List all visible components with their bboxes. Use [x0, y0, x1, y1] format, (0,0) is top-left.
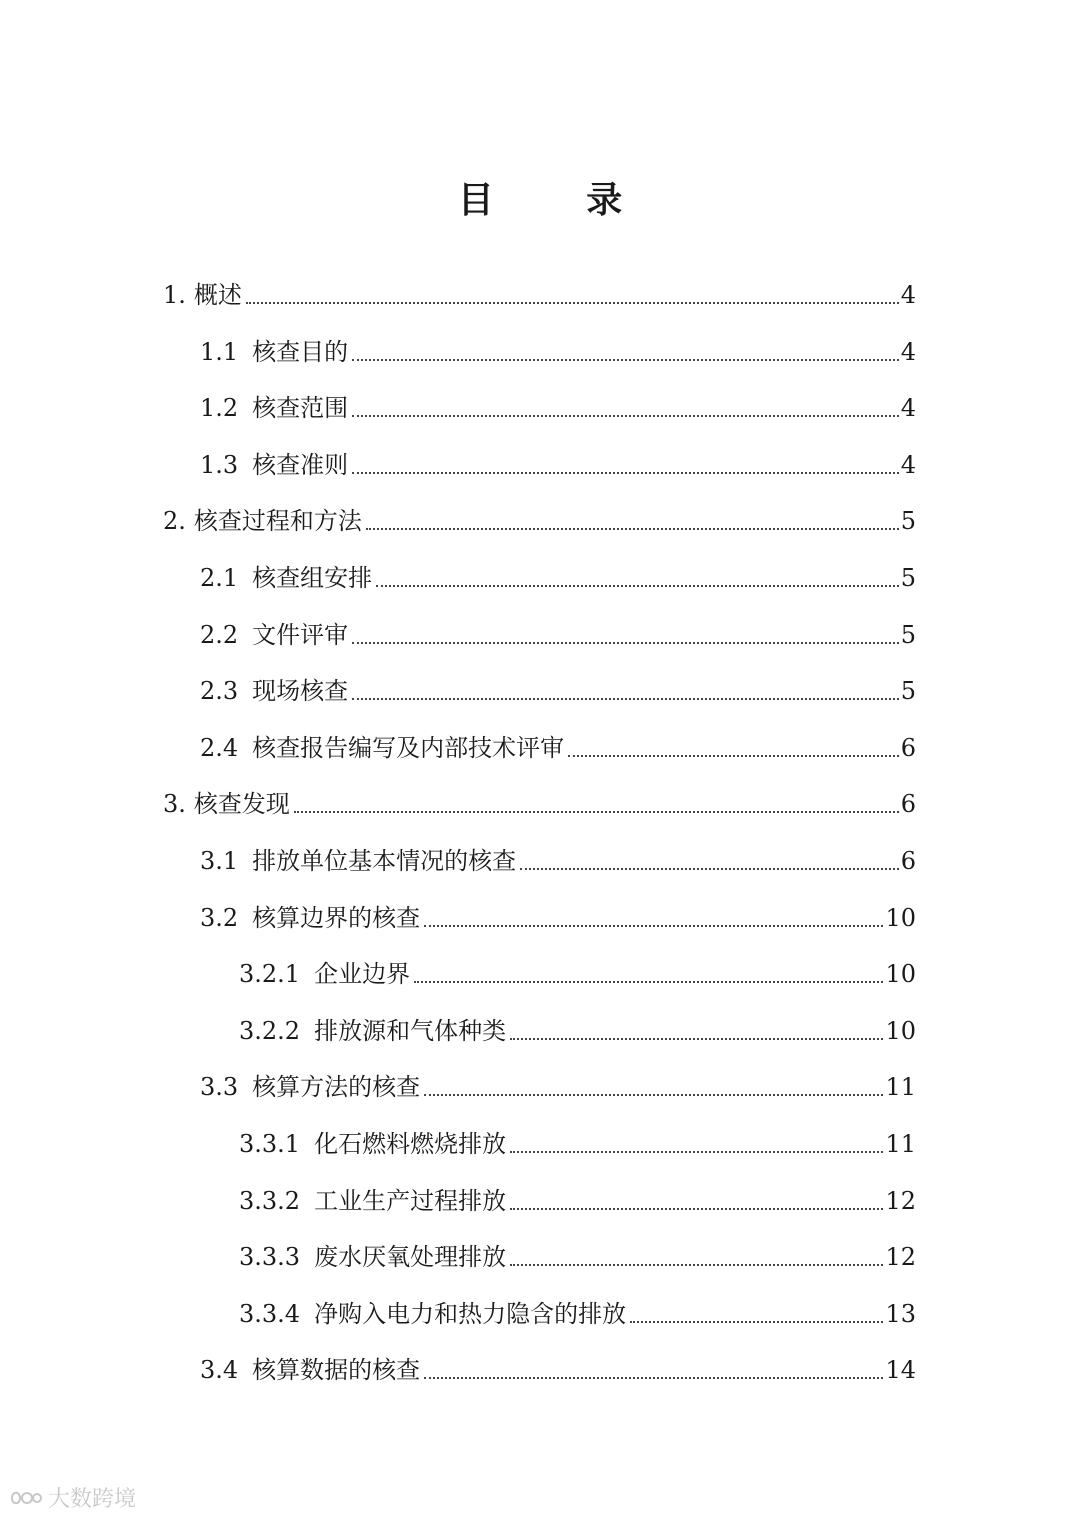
toc-entry[interactable] — [163, 779, 916, 819]
toc-entry[interactable] — [239, 1176, 916, 1216]
toc-entry-page-number: 10 — [885, 1016, 916, 1045]
toc-entry-label: 核查发现 — [193, 790, 290, 819]
toc-entry-number: 3.2.1 — [239, 960, 301, 989]
toc-dot-leader — [294, 801, 899, 813]
page-title: 目 录 — [457, 180, 663, 221]
toc-entry-label: 核算边界的核查 — [252, 903, 421, 932]
toc-entry-page-number: 11 — [885, 1073, 916, 1102]
toc-entry-label: 核查准则 — [252, 450, 349, 479]
toc-entry-number: 2. — [163, 507, 186, 536]
toc-entry-label: 化石燃料燃烧排放 — [314, 1130, 507, 1158]
toc-entry-label: 废水厌氧处理排放 — [314, 1243, 507, 1272]
toc-entry-number: 1.1 — [200, 337, 239, 366]
toc-entry[interactable] — [200, 610, 916, 650]
toc-entry-number: 2.4 — [200, 733, 239, 762]
toc-entry-page-number: 10 — [885, 960, 916, 989]
toc-entry-label: 核查组安排 — [252, 564, 373, 592]
toc-entry-number: 2.3 — [200, 677, 239, 706]
toc-entry[interactable] — [163, 270, 916, 310]
toc-entry-label: 净购入电力和热力隐含的排放 — [314, 1299, 627, 1328]
toc-entry-page-number: 14 — [885, 1356, 916, 1385]
toc-dot-leader — [352, 462, 899, 474]
watermark-logo-icon — [8, 1487, 42, 1509]
toc-entry-number: 1.2 — [200, 394, 239, 423]
toc-dot-leader — [352, 688, 899, 700]
toc-dot-leader — [424, 1367, 883, 1379]
toc-entry-label: 工业生产过程排放 — [314, 1186, 507, 1215]
toc-entry-number: 3. — [163, 790, 186, 819]
toc-entry-page-number: 12 — [885, 1243, 916, 1272]
toc-entry-label: 企业边界 — [314, 960, 411, 989]
toc-entry-number: 3.3 — [200, 1073, 239, 1102]
toc-entry-label: 排放单位基本情况的核查 — [252, 847, 517, 875]
toc-entry-page-number: 5 — [900, 507, 916, 536]
toc-entry-number: 3.3.4 — [239, 1299, 301, 1328]
toc-entry-label: 文件评审 — [252, 620, 349, 649]
toc-entry[interactable] — [239, 949, 916, 989]
toc-entry[interactable] — [239, 1289, 916, 1329]
toc-entry-page-number: 6 — [900, 733, 916, 762]
toc-entry[interactable] — [239, 1119, 916, 1159]
toc-dot-leader — [414, 971, 883, 983]
toc-dot-leader — [424, 915, 883, 927]
toc-entry-number: 3.3.1 — [239, 1130, 301, 1158]
toc-entry[interactable] — [200, 893, 916, 933]
toc-entry-number: 3.3.3 — [239, 1243, 301, 1272]
watermark — [8, 1482, 136, 1513]
toc-dot-leader — [352, 405, 899, 417]
toc-entry-page-number: 4 — [900, 281, 916, 309]
toc-entry[interactable] — [200, 1345, 916, 1385]
toc-entry[interactable] — [200, 666, 916, 706]
toc-dot-leader — [630, 1311, 883, 1323]
toc-entry-number: 2.2 — [200, 620, 239, 649]
toc-entry-page-number: 11 — [885, 1130, 916, 1158]
toc-dot-leader — [246, 292, 899, 304]
toc-entry[interactable] — [200, 1062, 916, 1102]
toc-entry-label: 核查范围 — [252, 394, 349, 423]
toc-entry-page-number: 4 — [900, 450, 916, 479]
toc-entry[interactable] — [200, 327, 916, 367]
toc-dot-leader — [510, 1254, 883, 1266]
toc-entry-label: 排放源和气体种类 — [314, 1016, 507, 1045]
toc-dot-leader — [510, 1028, 883, 1040]
toc-entry-page-number: 12 — [885, 1186, 916, 1215]
toc-entry-label: 核查过程和方法 — [193, 507, 362, 536]
toc-entry-page-number: 4 — [900, 337, 916, 366]
toc-entry-number: 3.2.2 — [239, 1016, 301, 1045]
toc-entry-page-number: 6 — [900, 847, 916, 875]
toc-entry[interactable] — [200, 836, 916, 876]
toc-entry-page-number: 6 — [900, 790, 916, 819]
toc-entry-page-number: 5 — [900, 564, 916, 592]
toc-entry-label: 核算数据的核查 — [252, 1356, 421, 1385]
toc-entry-page-number: 13 — [885, 1299, 916, 1328]
toc-entry-label: 核查报告编写及内部技术评审 — [252, 733, 565, 762]
toc-entry-number: 1. — [163, 281, 186, 309]
toc-entry-page-number: 4 — [900, 394, 916, 423]
toc-entry[interactable] — [239, 1232, 916, 1272]
toc-entry[interactable] — [200, 440, 916, 480]
toc-entry-number: 3.4 — [200, 1356, 239, 1385]
toc-entry-page-number: 5 — [900, 677, 916, 706]
toc-entry[interactable] — [200, 723, 916, 763]
toc-dot-leader — [352, 632, 899, 644]
toc-entry-label: 概述 — [193, 281, 242, 309]
toc-entry-number: 3.3.2 — [239, 1186, 301, 1215]
toc-dot-leader — [352, 349, 899, 361]
toc-entry[interactable] — [163, 496, 916, 536]
toc-dot-leader — [424, 1084, 883, 1096]
toc-entry[interactable] — [200, 383, 916, 423]
toc-dot-leader — [376, 575, 899, 587]
toc-entry-number: 2.1 — [200, 564, 239, 592]
toc-dot-leader — [568, 745, 899, 757]
toc-entry[interactable] — [239, 1006, 916, 1046]
toc-entry-label: 现场核查 — [252, 677, 349, 706]
toc-dot-leader — [510, 1141, 883, 1153]
toc-entry-label: 核算方法的核查 — [252, 1073, 421, 1102]
toc-entry-label: 核查目的 — [252, 337, 349, 366]
watermark-text: 大数跨境 — [48, 1487, 137, 1512]
toc-dot-leader — [510, 1198, 883, 1210]
toc-entry-number: 3.2 — [200, 903, 239, 932]
toc-dot-leader — [520, 858, 899, 870]
toc-entry-number: 1.3 — [200, 450, 239, 479]
toc-entry-page-number: 5 — [900, 620, 916, 649]
toc-entry[interactable] — [200, 553, 916, 593]
toc-dot-leader — [366, 518, 899, 530]
toc-entry-number: 3.1 — [200, 847, 239, 875]
toc-entry-page-number: 10 — [885, 903, 916, 932]
